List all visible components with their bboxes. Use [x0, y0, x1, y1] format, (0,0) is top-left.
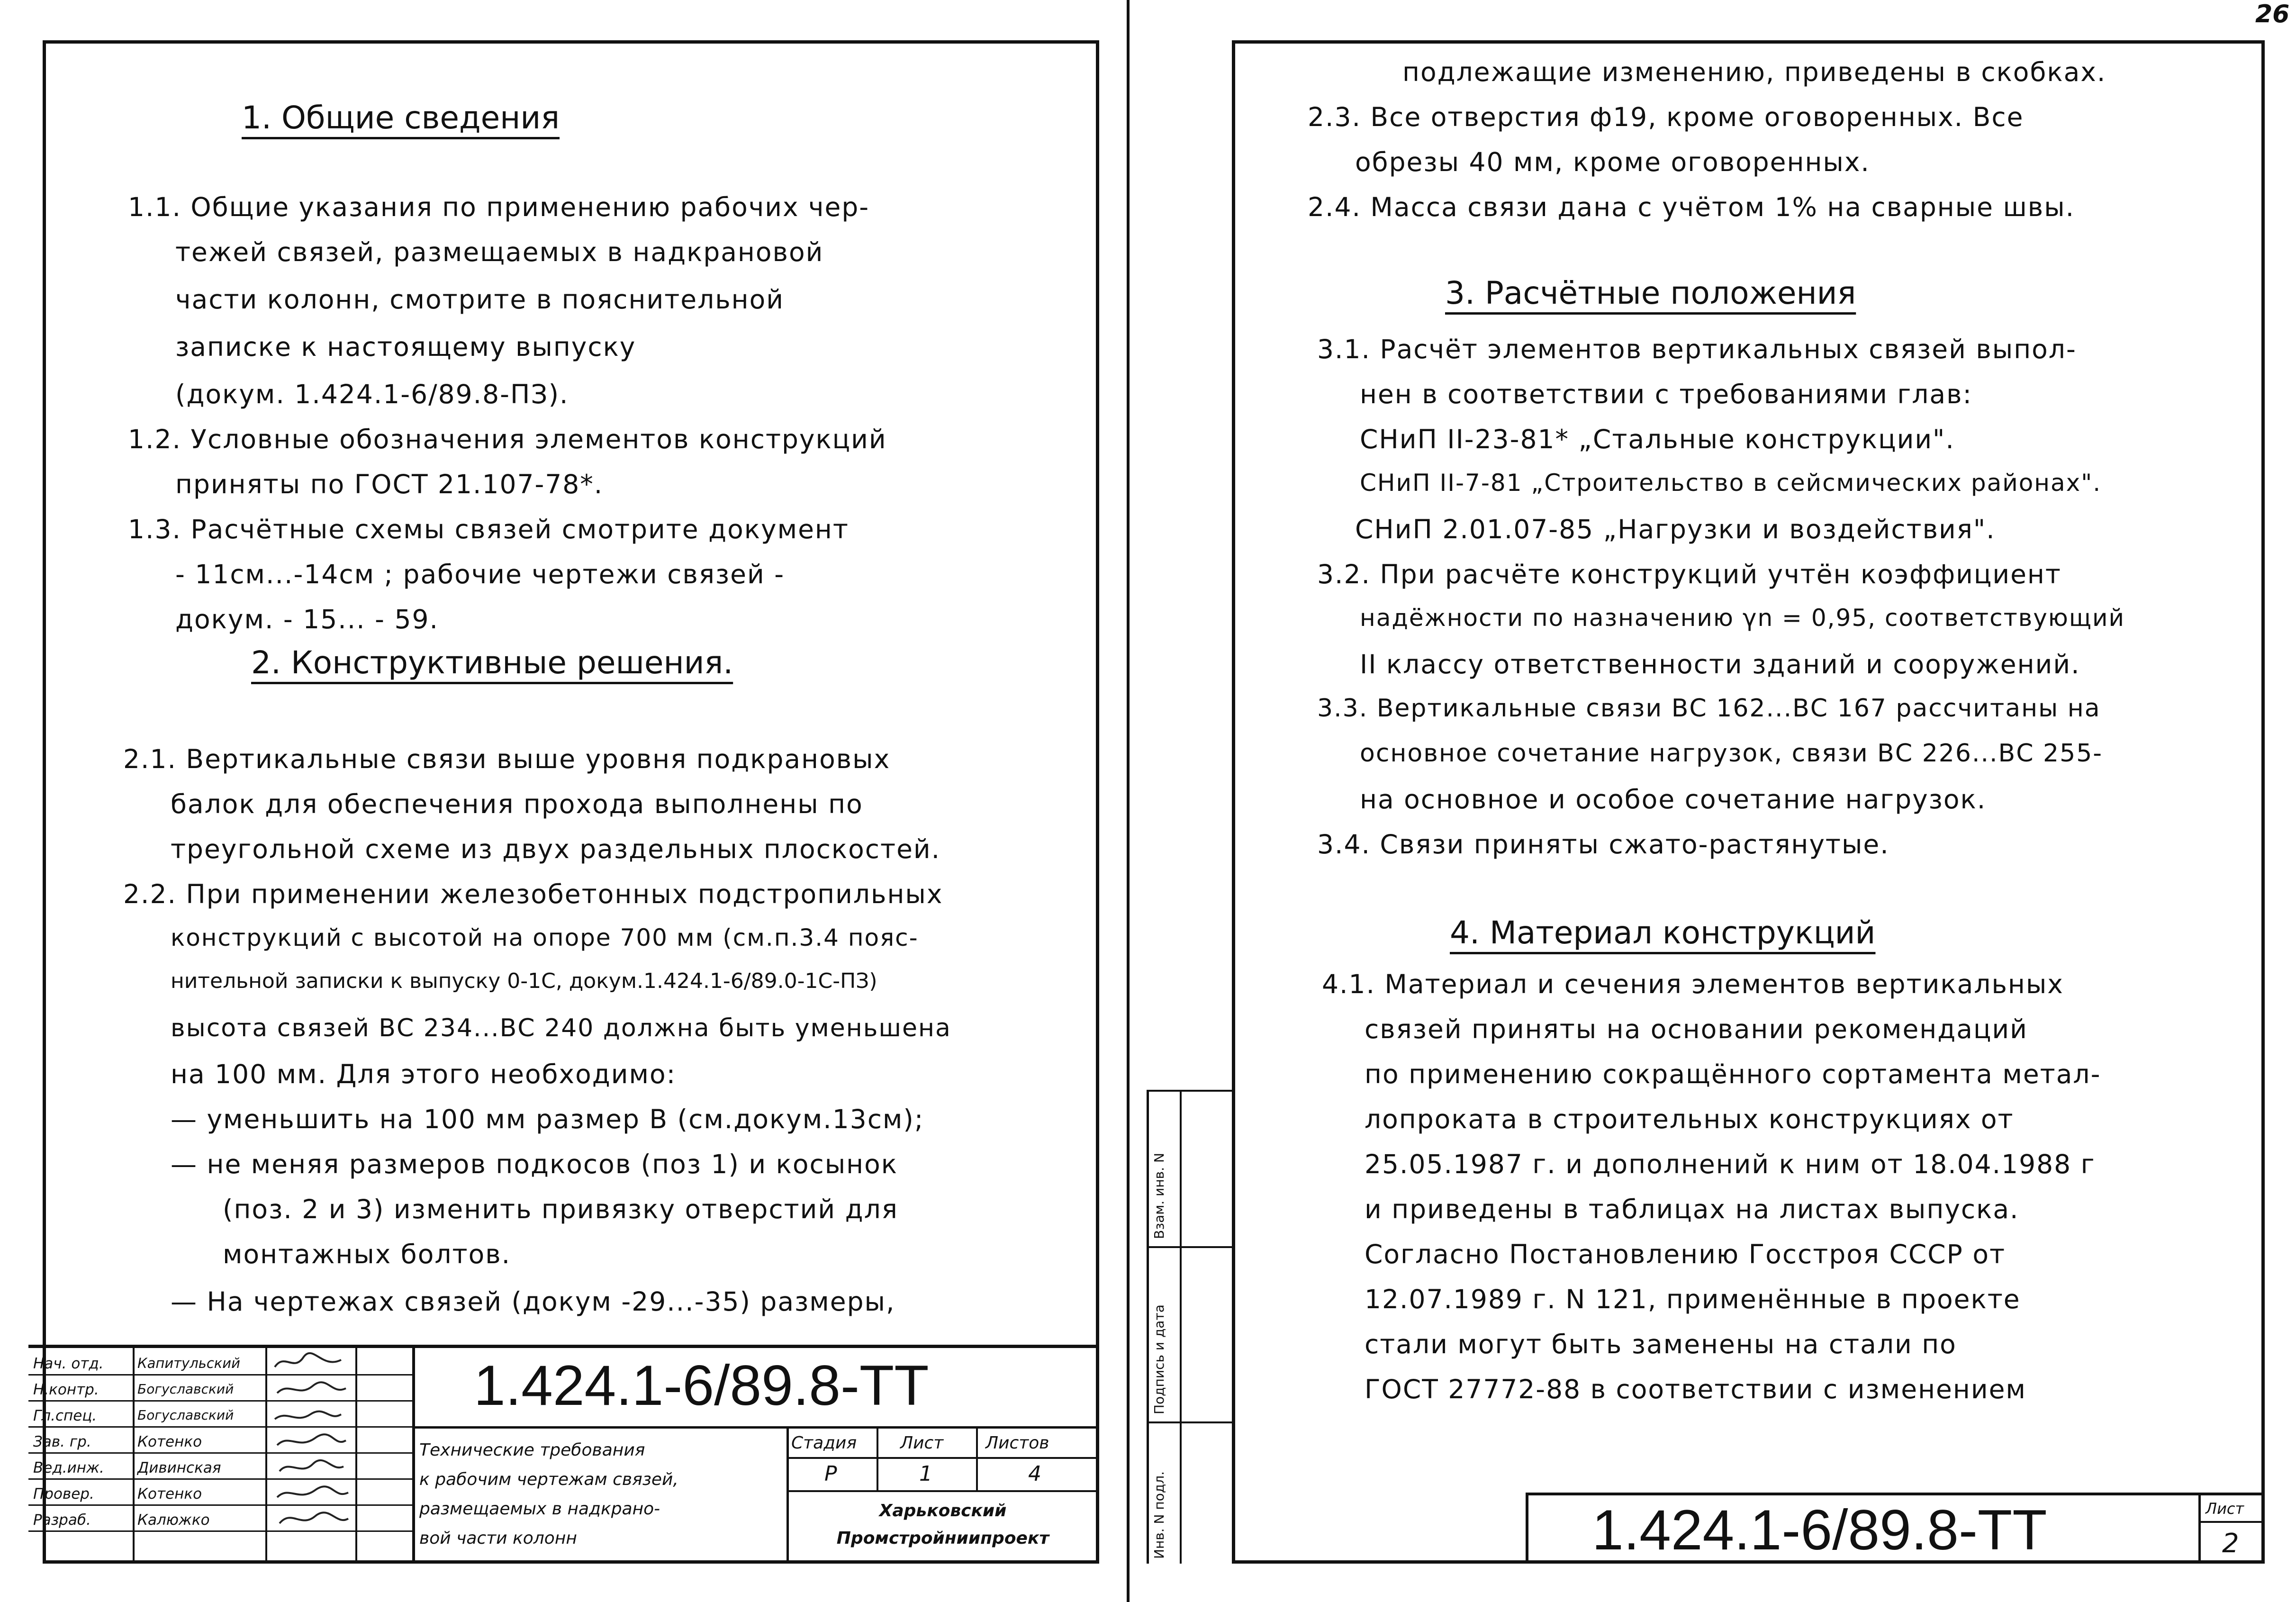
stamp-stage-label: Стадия	[791, 1433, 857, 1453]
text-line: 4.1. Материал и сечения элементов вертикальных	[1322, 969, 2064, 999]
stamp-org-line: Промстройниипроект	[836, 1529, 1049, 1548]
strip-outer-left	[1147, 1090, 1149, 1564]
text-line: II классу ответственности зданий и сооружений.	[1360, 649, 2080, 679]
text-line: и приведены в таблицах на листах выпуска.	[1365, 1194, 2019, 1224]
text-line: 3.4. Связи приняты сжато-растянутые.	[1317, 829, 1889, 860]
text-line: Согласно Постановлению Госстроя СССР от	[1365, 1239, 2006, 1269]
strip-sep	[1147, 1421, 1232, 1423]
text-line: 1.1. Общие указания по применению рабочих чер-	[128, 192, 870, 222]
text-line: записке к настоящему выпуску	[175, 332, 636, 362]
text-line: приняты по ГОСТ 21.107-78*.	[175, 469, 604, 499]
strip-mid	[1180, 1090, 1182, 1564]
text-line: — уменьшить на 100 мм размер В (см.докум.13см);	[171, 1104, 924, 1134]
stamp-title-line: вой части колонн	[419, 1529, 577, 1548]
text-line: 2.1. Вертикальные связи выше уровня подкрановых	[123, 744, 891, 774]
stamp-role: Разраб.	[33, 1511, 91, 1529]
stamp-name: Капитульский	[137, 1355, 241, 1371]
stamp-title-line: к рабочим чертежам связей,	[419, 1470, 678, 1489]
text-line: основное сочетание нагрузок, связи ВС 226...ВС 255-	[1360, 739, 2103, 768]
text-line: нен в соответствии с требованиями глав:	[1360, 379, 1973, 409]
stamp-sheet-value: 1	[919, 1462, 932, 1486]
right-stamp-left	[1526, 1493, 1528, 1564]
text-line: 1.2. Условные обозначения элементов конструкций	[128, 424, 887, 454]
right-sheet-label: Лист	[2206, 1500, 2244, 1518]
text-line: - 11см...-14см ; рабочие чертежи связей -	[175, 559, 785, 589]
text-line: 3.3. Вертикальные связи ВС 162...ВС 167 рассчитаны на	[1317, 694, 2101, 723]
stamp-stage-hline2	[786, 1490, 1099, 1492]
section-1-title: 1. Общие сведения	[242, 100, 560, 136]
text-line: СНиП II-7-81 „Строительство в сейсмических районах".	[1360, 469, 2102, 497]
side-label-vzam-inv: Взам. инв. N	[1151, 1153, 1167, 1239]
stamp-title	[419, 1436, 678, 1553]
strip-sep	[1147, 1246, 1232, 1248]
stamp-col-vline2	[976, 1426, 978, 1490]
text-line: докум. - 15... - 59.	[175, 604, 439, 634]
stamp-row-line	[28, 1452, 412, 1454]
text-line: (докум. 1.424.1-6/89.8-ПЗ).	[175, 379, 569, 409]
text-line: обрезы 40 мм, кроме оговоренных.	[1355, 147, 1870, 177]
stamp-role: Гл.спец.	[33, 1407, 97, 1424]
stamp-name: Котенко	[137, 1485, 202, 1502]
text-line: подлежащие изменению, приведены в скобках.	[1402, 57, 2106, 87]
text-line: ГОСТ 27772-88 в соответствии с изменением	[1365, 1374, 2026, 1404]
stamp-role: Н.контр.	[33, 1381, 99, 1398]
stamp-main-vline	[412, 1345, 415, 1564]
stamp-organization	[796, 1497, 1090, 1552]
right-stamp-top	[1526, 1493, 2265, 1495]
stamp-code-hline	[412, 1426, 1099, 1429]
right-stamp-sheet-vline	[2198, 1493, 2201, 1564]
stamp-org-line: Харьковский	[879, 1501, 1007, 1521]
text-line: треугольной схеме из двух раздельных плоскостей.	[171, 834, 941, 864]
text-line: на 100 мм. Для этого необходимо:	[171, 1059, 677, 1089]
stamp-role: Зав. гр.	[33, 1433, 91, 1450]
stamp-role: Провер.	[33, 1485, 94, 1502]
stamp-row-line	[28, 1530, 412, 1532]
text-line: 1.3. Расчётные схемы связей смотрите документ	[128, 514, 849, 544]
stamp-role: Нач. отд.	[33, 1355, 104, 1372]
text-line: по применению сокращённого сортамента метал-	[1365, 1059, 2101, 1089]
text-line: — На чертежах связей (докум -29...-35) размеры,	[171, 1286, 895, 1317]
text-line: 2.3. Все отверстия ф19, кроме оговоренных. Все	[1308, 102, 2024, 132]
stamp-stage-vline	[786, 1426, 789, 1564]
side-label-signature-date: Подпись и дата	[1151, 1304, 1167, 1414]
section-2-title: 2. Конструктивные решения.	[251, 644, 733, 681]
stamp-role: Вед.инж.	[33, 1459, 104, 1476]
stamp-row-line	[28, 1504, 412, 1506]
stamp-row-line	[28, 1426, 412, 1428]
stamp-name: Богуславский	[137, 1407, 234, 1423]
stamp-top-line	[28, 1345, 1099, 1348]
text-line: части колонн, смотрите в пояснительной	[175, 284, 785, 315]
stamp-row-line	[28, 1478, 412, 1480]
section-3-title: 3. Расчётные положения	[1445, 275, 1856, 311]
stamp-doc-code: 1.424.1-6/89.8-ТТ	[474, 1354, 929, 1417]
text-line: балок для обеспечения прохода выполнены по	[171, 789, 863, 819]
stamp-sheets-label: Листов	[985, 1433, 1049, 1453]
text-line: СНиП 2.01.07-85 „Нагрузки и воздействия".	[1355, 514, 1996, 544]
right-sheet-value: 2	[2222, 1528, 2239, 1559]
stamp-title-line: размещаемых в надкрано-	[419, 1499, 660, 1519]
stamp-sheets-value: 4	[1028, 1462, 1041, 1486]
text-line: СНиП II-23-81* „Стальные конструкции".	[1360, 424, 1955, 454]
right-stamp-sheet-hline	[2198, 1521, 2265, 1523]
text-line: лопроката в строительных конструкциях от	[1365, 1104, 2014, 1134]
stamp-name: Дивинская	[137, 1459, 221, 1476]
text-line: 3.2. При расчёте конструкций учтён коэффициент	[1317, 559, 2061, 589]
page-number: 26	[2255, 0, 2290, 28]
text-line: тежей связей, размещаемых в надкрановой	[175, 237, 824, 267]
sheet-divider	[1127, 0, 1130, 1602]
text-line: стали могут быть заменены на стали по	[1365, 1329, 1957, 1359]
text-line: 2.4. Масса связи дана с учётом 1% на сварные швы.	[1308, 192, 2075, 222]
stamp-col-vline	[877, 1426, 878, 1490]
section-4-title: 4. Материал конструкций	[1450, 914, 1876, 951]
text-line: 3.1. Расчёт элементов вертикальных связей выпол-	[1317, 334, 2077, 364]
stamp-row-line	[28, 1374, 412, 1376]
text-line: связей приняты на основании рекомендаций	[1365, 1014, 2028, 1044]
stamp-name: Котенко	[137, 1433, 202, 1450]
text-line: — не меняя размеров подкосов (поз 1) и косынок	[171, 1149, 898, 1179]
signature-marks	[270, 1348, 353, 1561]
side-label-inv-podl: Инв. N подл.	[1151, 1471, 1167, 1559]
stamp-row-line	[28, 1400, 412, 1402]
stamp-stage-hline	[786, 1457, 1099, 1459]
text-line: конструкций с высотой на опоре 700 мм (см.п.3.4 пояс-	[171, 924, 919, 951]
stamp-title-line: Технические требования	[419, 1440, 645, 1460]
right-doc-code: 1.424.1-6/89.8-ТТ	[1592, 1498, 2047, 1562]
text-line: нительной записки к выпуску 0-1С, докум.1.424.1-6/89.0-1С-ПЗ)	[171, 969, 877, 993]
text-line: надёжности по назначению γn = 0,95, соответствующий	[1360, 604, 2125, 632]
text-line: 2.2. При применении железобетонных подстропильных	[123, 879, 943, 909]
stamp-name: Калюжко	[137, 1511, 210, 1529]
text-line: 12.07.1989 г. N 121, применённые в проекте	[1365, 1284, 2021, 1314]
stamp-name: Богуславский	[137, 1381, 234, 1397]
text-line: высота связей ВС 234...ВС 240 должна быть уменьшена	[171, 1014, 951, 1042]
text-line: 25.05.1987 г. и дополнений к ним от 18.04.1988 г	[1365, 1149, 2096, 1179]
strip-top	[1147, 1090, 1232, 1092]
stamp-stage-value: Р	[824, 1462, 837, 1486]
stamp-sheet-label: Лист	[900, 1433, 944, 1453]
text-line: (поз. 2 и 3) изменить привязку отверстий для	[223, 1194, 898, 1224]
text-line: на основное и особое сочетание нагрузок.	[1360, 784, 1987, 815]
text-line: монтажных болтов.	[223, 1239, 511, 1269]
